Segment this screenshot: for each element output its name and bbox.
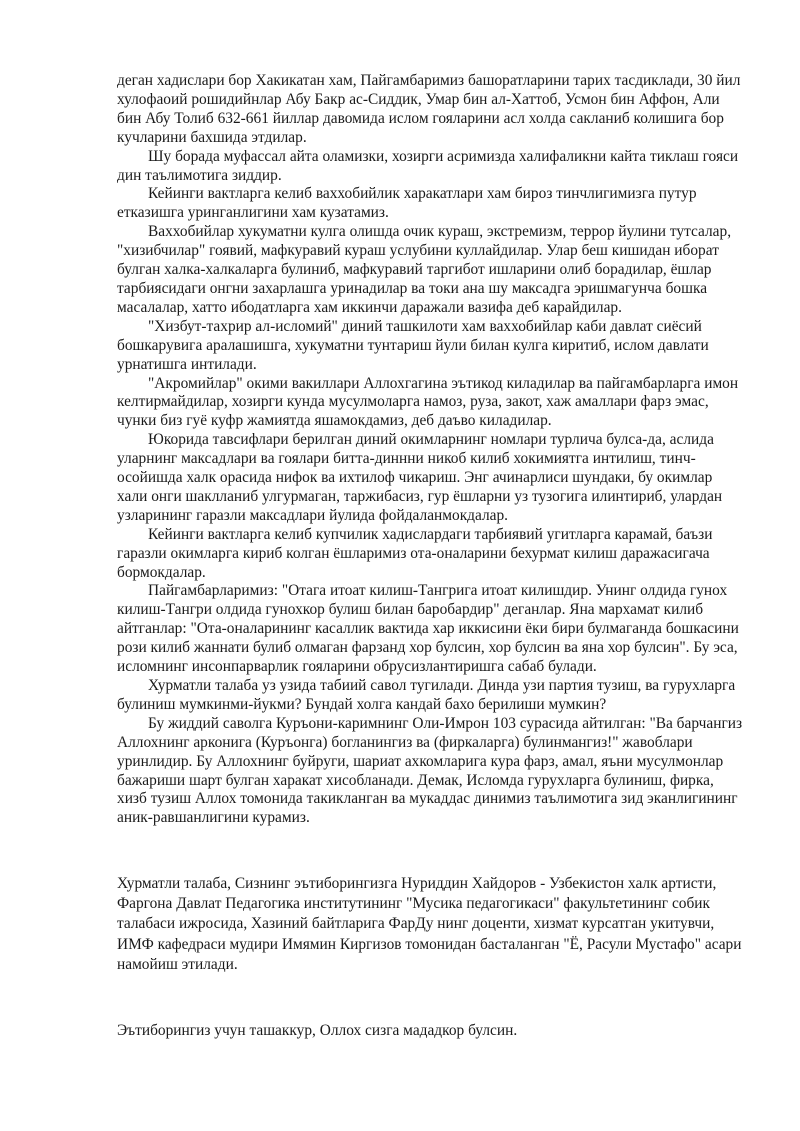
thanks-line: Эътиборингиз учун ташаккур, Оллох сизга мададкор булсин. [117, 1022, 518, 1039]
paragraph-student-question: Хурматли талаба уз узида табиий савол тугилади. Динда узи партия тузиш, ва гурухларга булиниш мумкинми-йукми? Бундай холга кандай бахо берилиши мумкин? [117, 677, 736, 713]
paragraph-akromiya: "Акромийлар" окими вакиллари Аллохгагина эътикод киладилар ва пайгамбарларга имон келтирмайдилар, хозирги кунда мусулмоларга намоз, руза, закот, хаж амаллари фарз эмас, чунки биз гуё куфр жамиятда яшамокдамиз, деб даъво киладилар. [117, 374, 739, 430]
body-text [117, 72, 745, 828]
closing-note: Хурматли талаба, Сизнинг эътиборингизга Нуриддин Хайдоров - Узбекистон халк артисти, Фаргона Давлат Педагогика институтининг "Мусика педагогикаси" факультетининг собик талабаси ижросида, Хазиний байтларига ФарДу нинг доценти, хизмат курсатган укитувчи, ИМФ кафедраси мудири Имямин Киргизов томонидан басталанган "Ё, Расули Мустафо" асари намойиш этилади. [117, 875, 742, 973]
paragraph-hadith-continuation: деган хадислари бор Хакикатан хам, Пайгамбаримиз башоратларини тарих тасдиклади, 30 йил хулофаоий рошидийнлар Абу Бакр ас-Сиддик, Умар бин ал-Хаттоб, Усмон бин Аффон, Али бин Абу Толиб 632-661 йиллар давомида ислом гояларини асл холда сакланиб колишига бор кучларини бахшида этдилар. [117, 72, 741, 146]
paragraph-youth-parents: Кейинги вактларга келиб купчилик хадислардаги тарбиявий угитларга карамай, баъзи гаразли окимларга кириб колган ёшларимиз ота-оналарини бехурмат килиш даражасигача бормокдалар. [117, 525, 713, 581]
paragraph-caliphate: Шу борада муфассал айта оламизки, хозирги асримизда халифаликни кайта тиклаш гояси дин таълимотига зиддир. [117, 147, 739, 184]
paragraph-prophet-sayings: Пайгамбарларимиз: "Отага итоат килиш-Тангрига итоат килишдир. Унинг олдида гунох килиш-Тангри олдида гунохкор булиш билан баробардир" деганлар. Яна мархамат килиб айтганлар: "Ота-оналарининг касаллик вактида хар иккисини ёки бири булмаганда бошкасини рози килиб жаннати булиб олмаган фарзанд хор булсин, хор булсин ва яна хор булсин". Бу эса, исломнинг инсонпарварлик гояларини обрусизлантиришга сабаб булади. [117, 582, 739, 676]
paragraph-wahhabis-methods: Ваххобийлар хукуматни кулга олишда очик кураш, экстремизм, террор йулини тутсалар, "хизибчилар" гоявий, мафкуравий кураш услубини куллайдилар. Улар беш кишидан иборат булган халка-халкаларга булиниб, мафкуравий таргибот ишларини олиб борадилар, ёшлар тарбиясидаги онгни захарлашга уринадилар ва токи ана шу максадга эришмагунча бошка масалалар, хатто ибодатларга хам иккинчи даражали вазифа деб карайдилар. [117, 223, 732, 316]
paragraph-wahhabism-intro: Кейинги вактларга келиб ваххобийлик харакатлари хам бироз тинчлигимизга путур етказишга уринганлигини хам кузатамиз. [117, 185, 697, 222]
paragraph-sects-summary: Юкорида тавсифлари берилган диний окимларнинг номлари турлича булса-да, аслида уларнинг максадлари ва гоялари битта-диннни никоб килиб хокимиятга интилиш, тинч-осойишда халк орасида нифок ва ихтилоф чикариш. Энг ачинарлиси шундаки, бу окимлар хали онги шаклланиб улгурмаган, таржибасиз, гур ёшларни уз тузогига илинтириб, улардан узларининг гаразли максадлари йулида фойдаланмокдалар. [117, 431, 723, 524]
paragraph-hizb-ut-tahrir: "Хизбут-тахрир ал-исломий" диний ташкилоти хам ваххобийлар каби давлат сиёсий бошкарувига аралашишга, хукуматни тунтариш йули билан кулга киритиб, ислом давлати урнатишга интилади. [117, 317, 709, 373]
paragraph-quran-answer: Бу жиддий саволга Куръони-каримнинг Оли-Имрон 103 сурасида айтилган: "Ва барчангиз Аллохнинг арконига (Куръонга) богланингиз ва (фиркаларга) булинмангиз!" жавоблари уринлидир. Бу Аллохнинг буйруги, шариат ахкомларига кура фарз, амал, яъни мусулмонлар бажариши шарт булган харакат хисобланади. Демак, Исломда гурухларга булиниш, фирка, хизб тузиш Аллох томонида такикланган ва мукаддас динимиз таълимотига зид эканлигининг аник-равшанлигини курамиз. [117, 714, 743, 827]
